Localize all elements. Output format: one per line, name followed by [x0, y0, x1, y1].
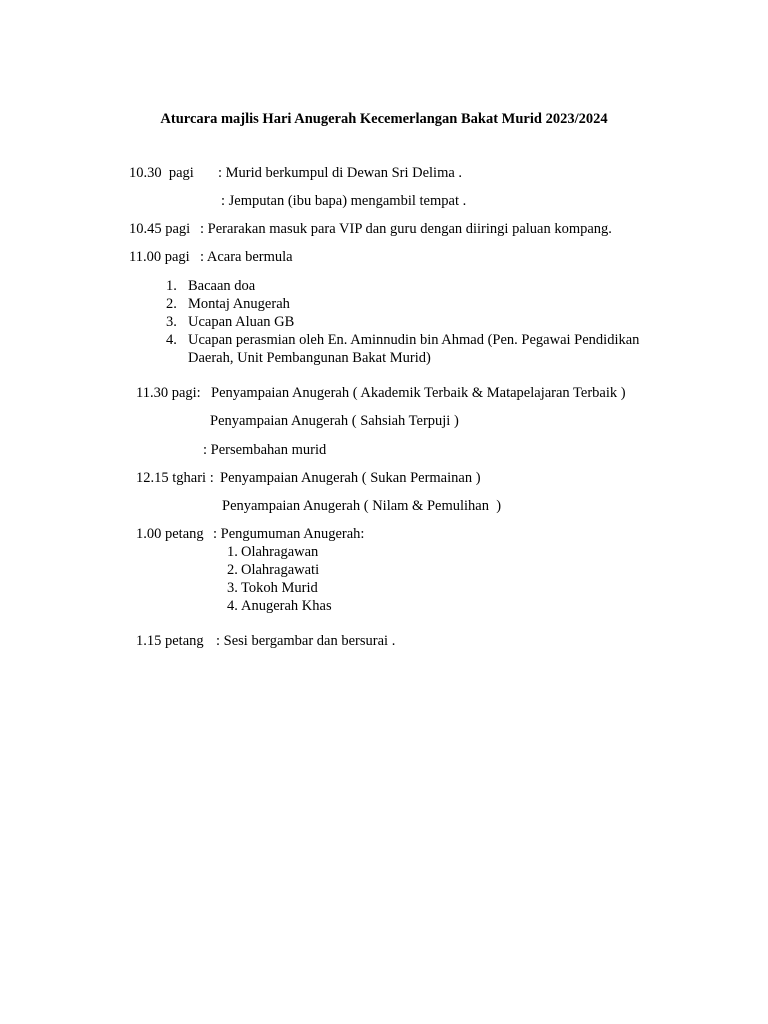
item-1030-gather: : Murid berkumpul di Dewan Sri Delima . [218, 165, 463, 181]
list-number: 1. [166, 278, 177, 294]
award-tokoh-murid: Tokoh Murid [241, 580, 318, 596]
item-1100-start: : Acara bermula [200, 249, 293, 265]
award-olahragawan: Olahragawan [241, 544, 319, 560]
list-number: 2. [227, 562, 238, 578]
list-item-perasmian-cont: Daerah, Unit Pembangunan Bakat Murid) [188, 350, 431, 366]
time-1130: 11.30 pagi: [136, 385, 201, 401]
list-number: 3. [227, 580, 238, 596]
item-1130-akademik: Penyampaian Anugerah ( Akademik Terbaik & Matapelajaran Terbaik ) [211, 385, 626, 401]
item-100-pengumuman: : Pengumuman Anugerah: [213, 526, 365, 542]
award-khas: Anugerah Khas [241, 598, 332, 614]
time-100: 1.00 petang [136, 526, 204, 542]
item-1130-sahsiah: Penyampaian Anugerah ( Sahsiah Terpuji ) [210, 413, 459, 429]
item-1045-procession: : Perarakan masuk para VIP dan guru dengan diiringi paluan kompang. [200, 221, 612, 237]
list-number: 4. [166, 332, 177, 348]
item-1030-parents: : Jemputan (ibu bapa) mengambil tempat . [221, 193, 467, 209]
time-1100: 11.00 pagi [129, 249, 190, 265]
item-1215-sukan: Penyampaian Anugerah ( Sukan Permainan ) [220, 470, 481, 486]
list-number: 1. [227, 544, 238, 560]
list-number: 2. [166, 296, 177, 312]
list-item-montaj: Montaj Anugerah [188, 296, 290, 312]
item-1130-persembahan: : Persembahan murid [203, 442, 327, 458]
item-115-bersurai: : Sesi bergambar dan bersurai . [216, 633, 396, 649]
time-115: 1.15 petang [136, 633, 204, 649]
list-item-aluan: Ucapan Aluan GB [188, 314, 295, 330]
time-1215: 12.15 tghari : [136, 470, 214, 486]
list-number: 4. [227, 598, 238, 614]
award-olahragawati: Olahragawati [241, 562, 320, 578]
list-item-doa: Bacaan doa [188, 278, 256, 294]
item-1215-nilam: Penyampaian Anugerah ( Nilam & Pemulihan ) [222, 498, 502, 514]
time-1045: 10.45 pagi [129, 221, 191, 237]
list-item-perasmian: Ucapan perasmian oleh En. Aminnudin bin Ahmad (Pen. Pegawai Pendidikan [188, 332, 640, 348]
time-1030: 10.30 pagi [129, 165, 194, 181]
document-title: Aturcara majlis Hari Anugerah Kecemerlangan Bakat Murid 2023/2024 [160, 111, 608, 127]
list-number: 3. [166, 314, 177, 330]
